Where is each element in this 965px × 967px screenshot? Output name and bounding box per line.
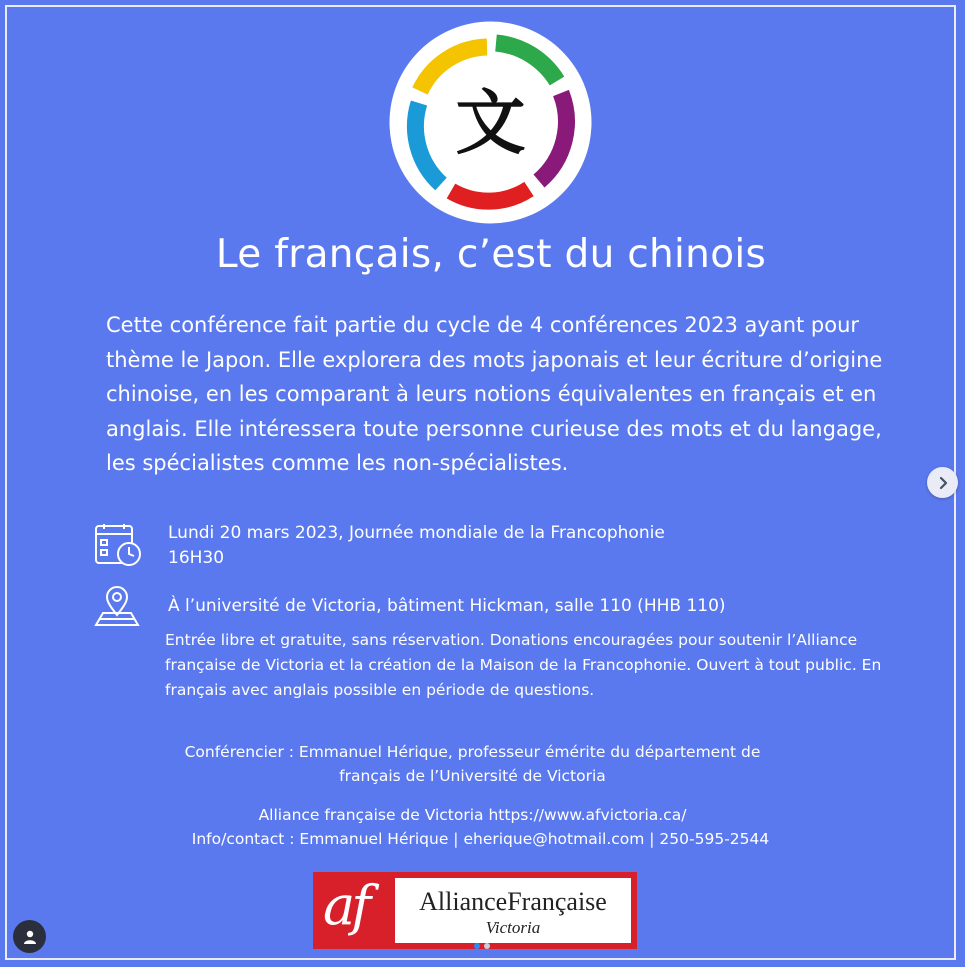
af-city: Victoria: [485, 918, 541, 937]
chevron-right-icon: [936, 476, 950, 490]
speaker-line-2: français de l’Université de Victoria: [339, 767, 606, 785]
carousel-dot[interactable]: [484, 943, 490, 949]
event-location: À l’université de Victoria, bâtiment Hickman, salle 110 (HHB 110): [168, 596, 726, 616]
language-logo: [389, 21, 592, 224]
entry-info: Entrée libre et gratuite, sans réservation. Donations encouragées pour soutenir l’Alliance française de Victoria et la création de la Maison de la Francophonie. Ouvert à tout public. En français avec anglais possible en période de questions.: [165, 631, 882, 699]
description-text: Cette conférence fait partie du cycle de 4 conférences 2023 ayant pour thème le Japon. Elle explorera des mots japonais et leur écriture d’origine chinoise, en les comparant à leurs notions équivalentes en français et en anglais. Elle intéressera toute personne curieuse des mots et du langage, les spécialistes comme les non-spécialistes.: [106, 313, 883, 476]
af-name: AllianceFrançaise: [419, 887, 607, 916]
af-name-box: [395, 878, 631, 943]
af-mark: af: [323, 874, 368, 937]
next-slide-button[interactable]: [927, 467, 958, 498]
page-title: Le français, c’est du chinois: [215, 232, 767, 277]
tagged-users-button[interactable]: [13, 920, 46, 953]
calendar-clock-icon: [94, 523, 144, 571]
map-pin-icon: [94, 585, 140, 633]
alliance-francaise-logo: [313, 872, 637, 949]
website-line: Alliance française de Victoria https://www.afvictoria.ca/: [258, 806, 687, 824]
speaker-line-1: Conférencier : Emmanuel Hérique, professeur émérite du département de: [184, 743, 761, 761]
carousel-indicator: [474, 943, 490, 949]
carousel-dot-active[interactable]: [474, 943, 480, 949]
language-logo-icon: [389, 21, 592, 224]
user-icon: [22, 929, 38, 945]
logo-glyph: 文: [455, 82, 526, 164]
contact-line: Info/contact : Emmanuel Hérique | eherique@hotmail.com | 250-595-2544: [191, 830, 770, 848]
event-date: Lundi 20 mars 2023, Journée mondiale de la Francophonie: [168, 523, 665, 543]
event-time: 16H30: [168, 548, 225, 568]
